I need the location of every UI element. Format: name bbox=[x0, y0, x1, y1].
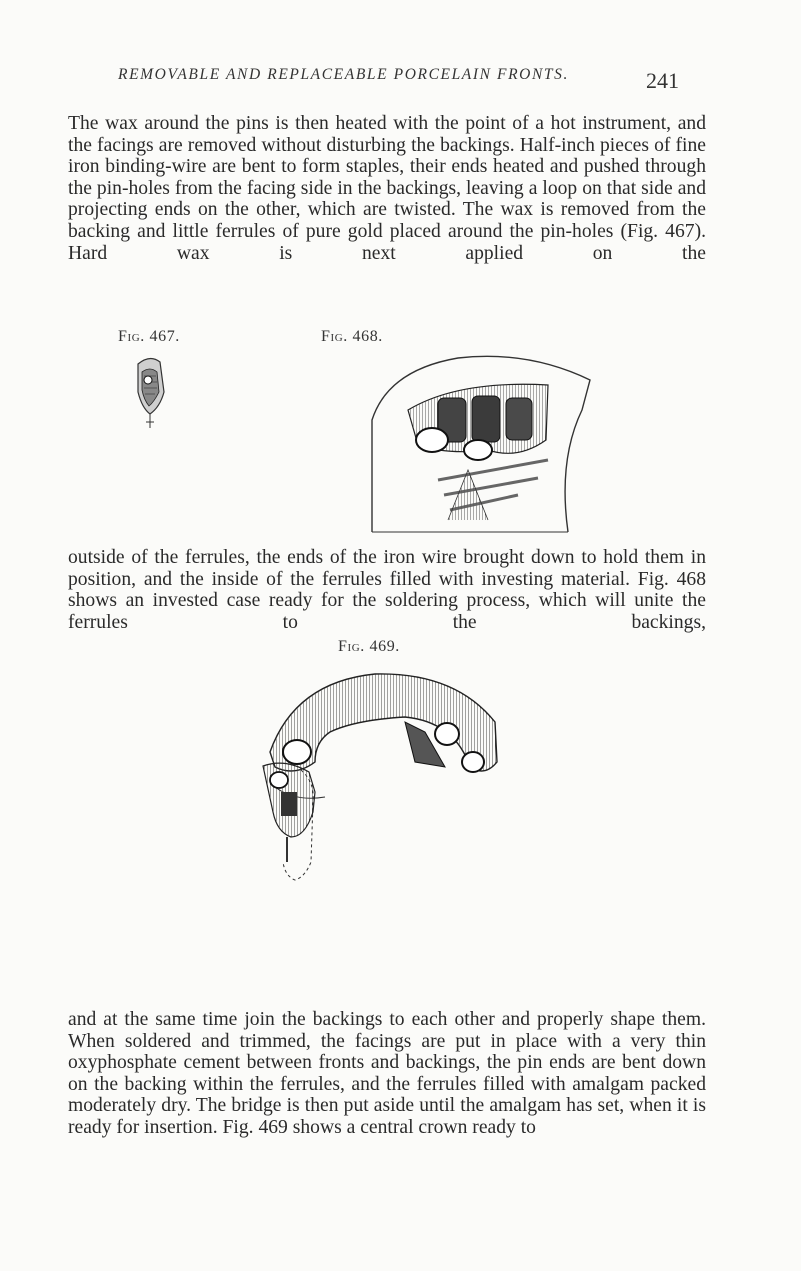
paragraph-2: outside of the ferrules, the ends of the iron wire brought down to hold them in position, and the inside of the ferrules filled with investing material. Fig. 468 shows an invested case ready for the soldering process, which will unite the ferrules to the backings, bbox=[68, 547, 706, 633]
paragraph-1: The wax around the pins is then heated with the point of a hot instrument, and the facings are removed without disturbing the backings. Half-inch pieces of fine iron binding-wire are bent to form staples, their ends heated and pushed through the pin-holes from the facing side in the backings, leaving a loop on that side and projecting ends on the other, which are twisted. The wax is removed from the backing and little ferrules of pure gold placed around the pin-holes (Fig. 467). Hard wax is next applied on the bbox=[68, 113, 706, 264]
fig-468-illustration bbox=[368, 350, 598, 540]
fig-469-illustration bbox=[255, 662, 505, 882]
fig-467-illustration bbox=[130, 352, 170, 432]
page-number: 241 bbox=[646, 68, 679, 93]
fig-469-caption: Fig. 469. bbox=[338, 638, 400, 655]
fig-468-caption: Fig. 468. bbox=[321, 328, 383, 345]
paragraph-3: and at the same time join the backings to each other and properly shape them. When soldered and trimmed, the facings are put in place with a very thin oxyphosphate cement between fronts and backings, the pin ends are bent down on the backing within the ferrules, and the ferrules filled with amalgam packed moderately dry. The bridge is then put aside until the amalgam has set, when it is ready for insertion. Fig. 469 shows a central crown ready to bbox=[68, 1009, 706, 1138]
fig-467-caption: Fig. 467. bbox=[118, 328, 180, 345]
running-title: REMOVABLE AND REPLACEABLE PORCELAIN FRONTS. bbox=[118, 66, 569, 83]
